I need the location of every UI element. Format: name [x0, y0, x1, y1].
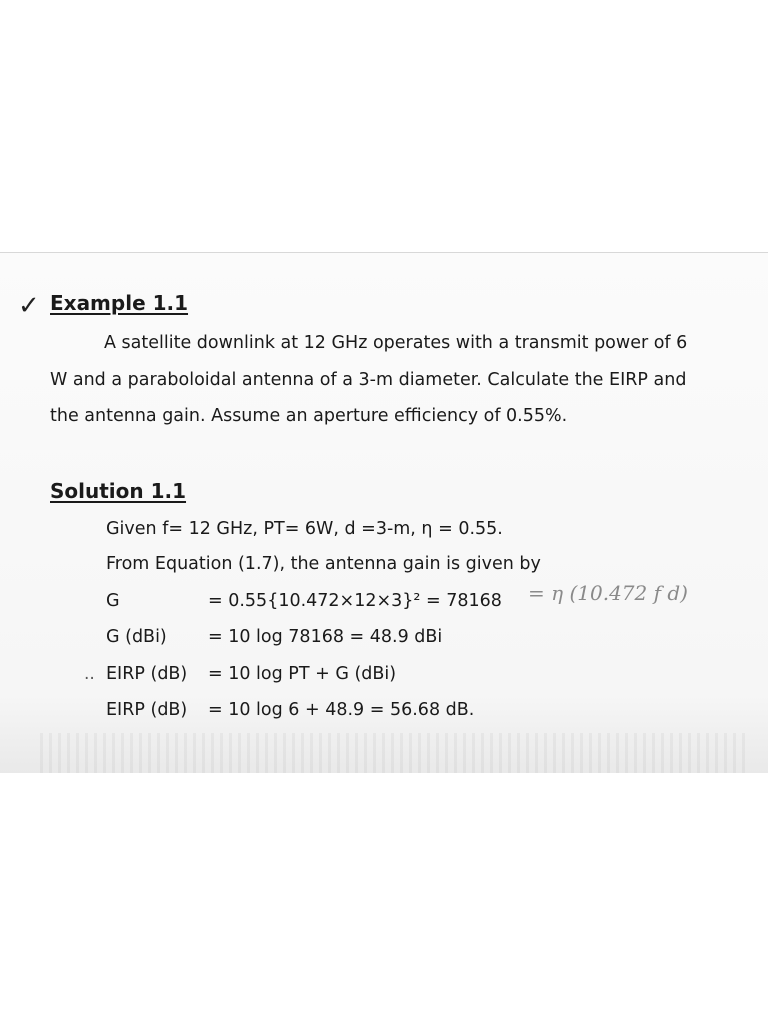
eirp-result-label: EIRP (dB)	[106, 700, 188, 720]
check-mark-icon: ✓	[18, 291, 40, 321]
gain-dbi-expression: = 10 log 78168 = 48.9 dBi	[208, 627, 443, 647]
gain-expression: = 0.55{10.472×12×3}² = 78168	[208, 591, 502, 611]
eirp-formula: = 10 log PT + G (dBi)	[208, 664, 397, 684]
handwritten-note: = η (10.472 f d)	[528, 581, 688, 605]
gain-dbi-label: G (dBi)	[106, 627, 167, 647]
eirp-label: EIRP (dB)	[106, 664, 188, 684]
solution-intro: From Equation (1.7), the antenna gain is given by	[106, 554, 541, 574]
given-values: Given f= 12 GHz, PT= 6W, d =3-m, η = 0.55.	[106, 519, 503, 539]
solution-title: Solution 1.1	[50, 479, 187, 503]
scan-noise	[40, 733, 748, 773]
gain-label: G	[106, 591, 120, 611]
scanned-page	[0, 252, 768, 773]
eirp-result-expression: = 10 log 6 + 48.9 = 56.68 dB.	[208, 700, 475, 720]
margin-dots: ..	[84, 664, 95, 684]
problem-line-3: the antenna gain. Assume an aperture efficiency of 0.55%.	[50, 406, 568, 426]
problem-line-2: W and a paraboloidal antenna of a 3-m diameter. Calculate the EIRP and	[50, 370, 687, 390]
problem-line-1: A satellite downlink at 12 GHz operates with a transmit power of 6	[104, 333, 688, 353]
example-title: Example 1.1	[50, 291, 189, 315]
